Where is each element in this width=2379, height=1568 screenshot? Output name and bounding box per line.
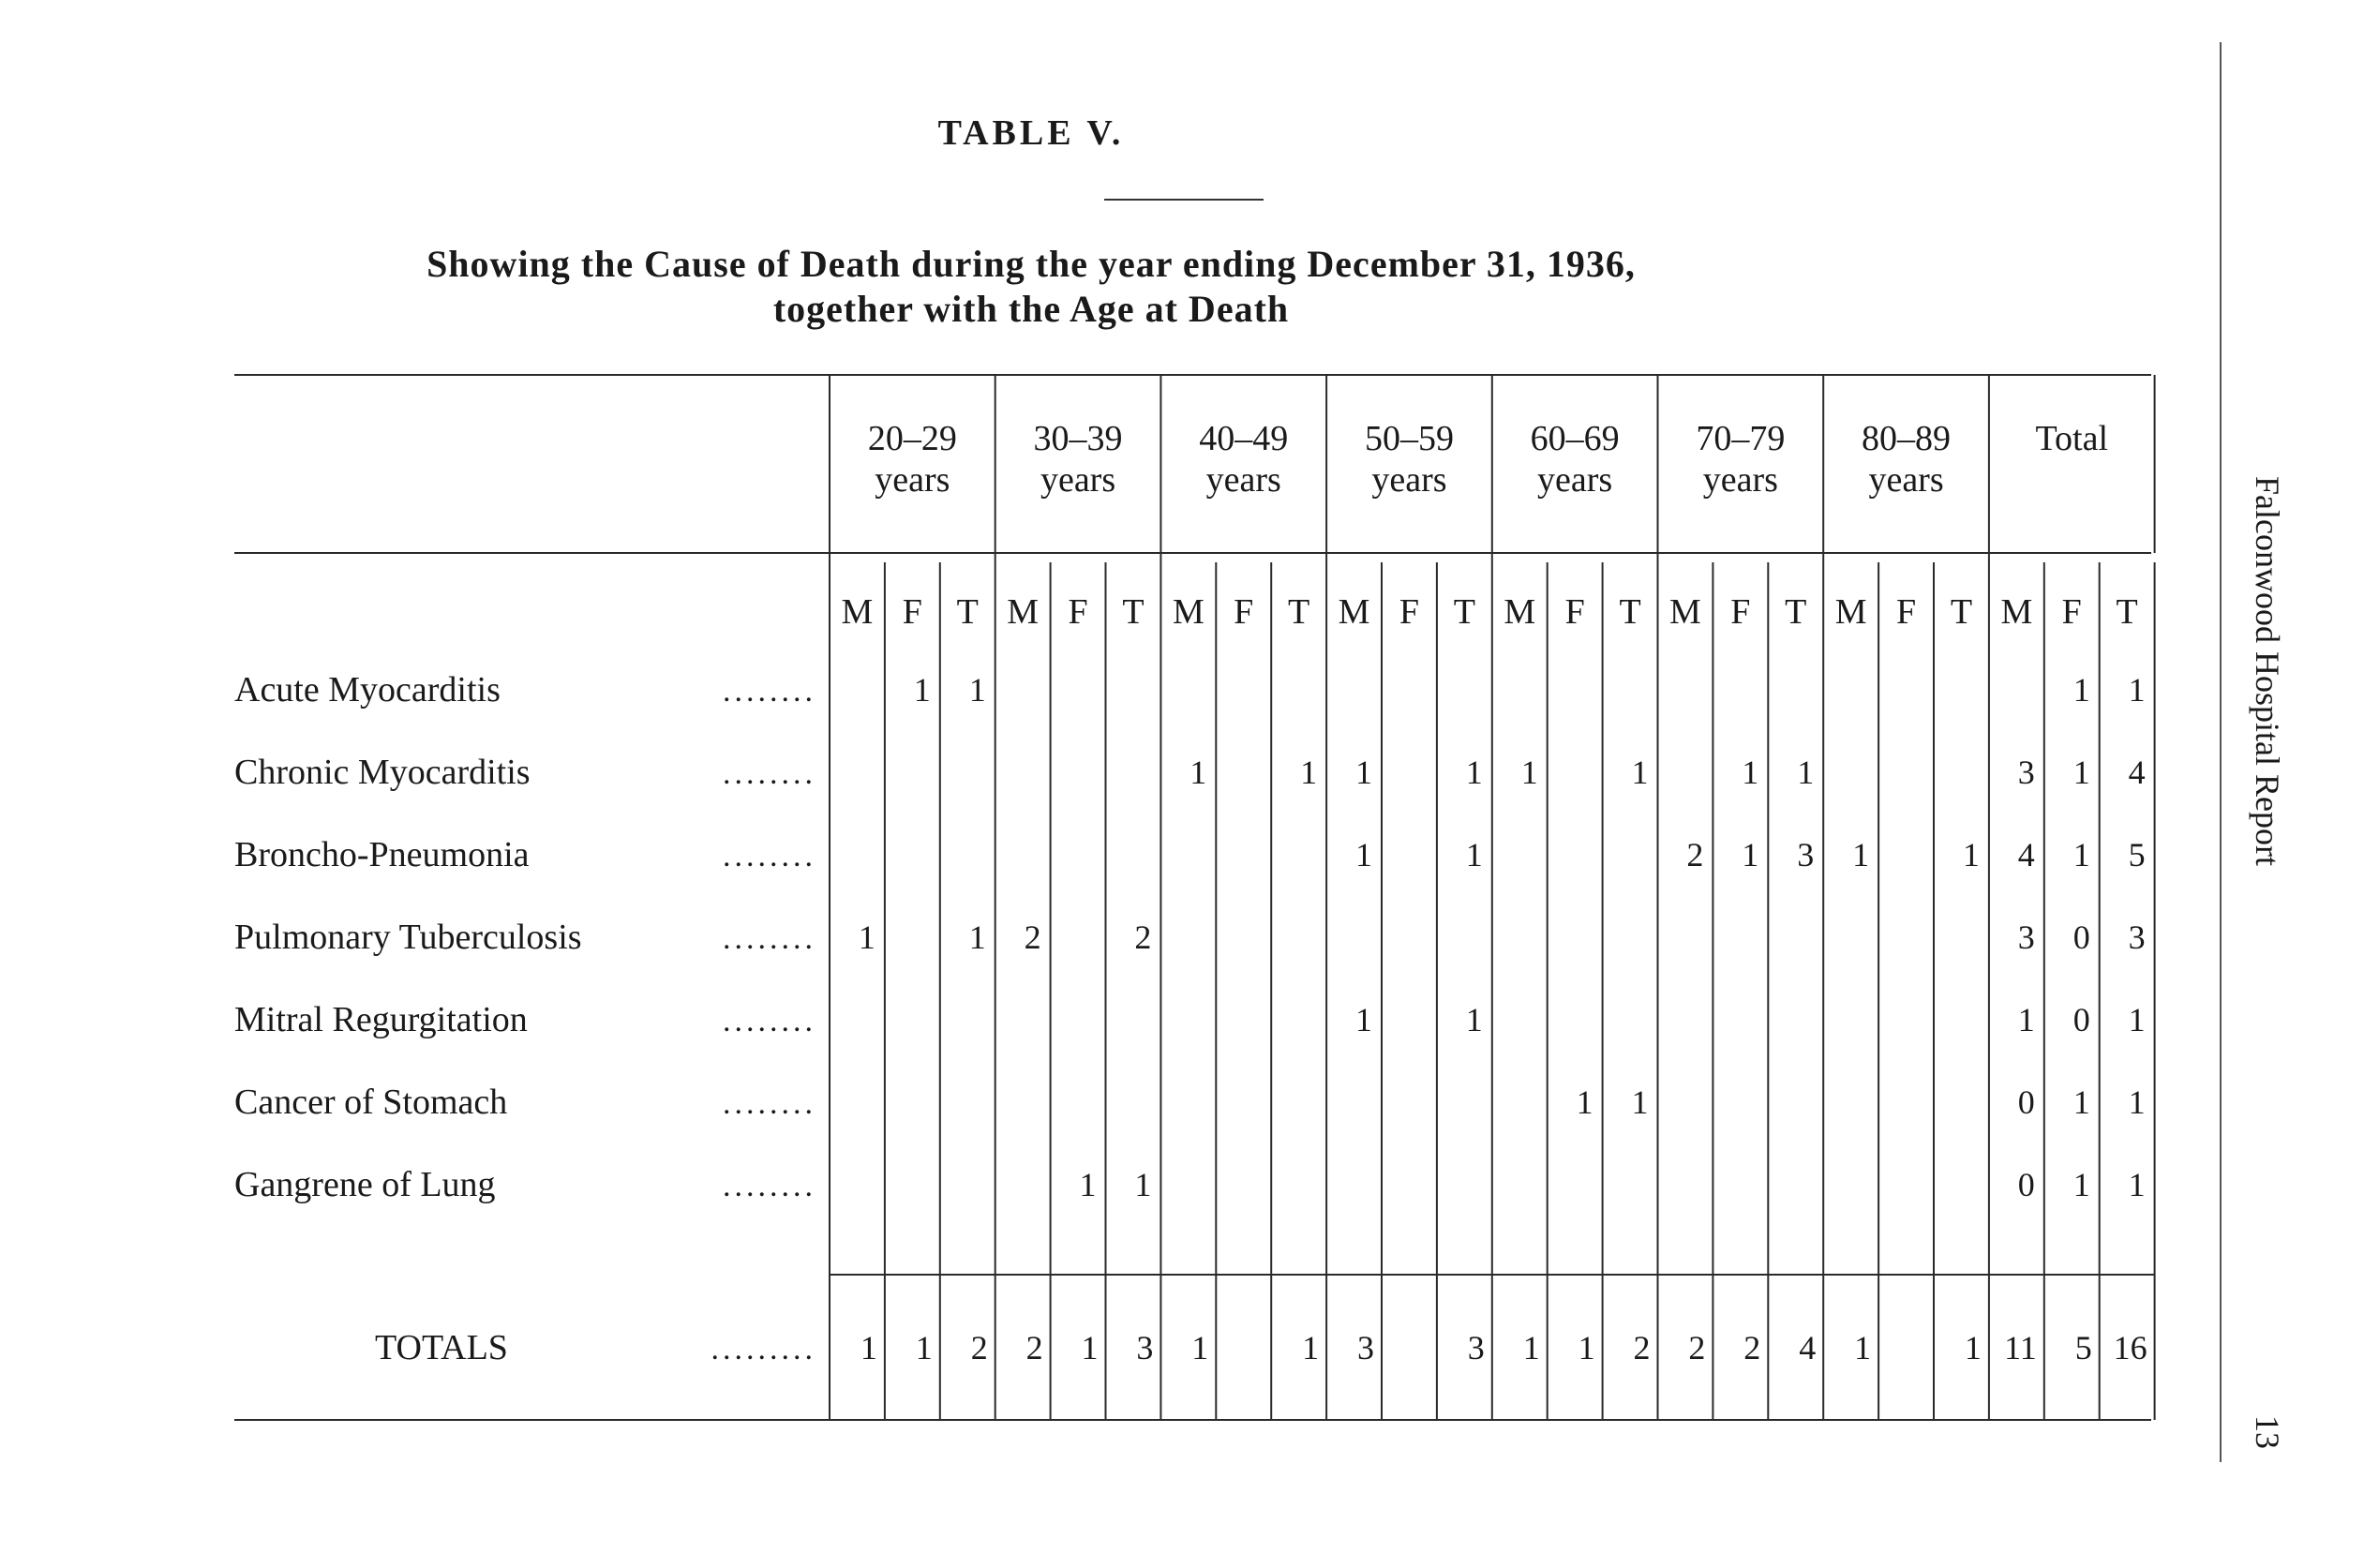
totals-cell: 2 bbox=[1688, 1329, 1706, 1366]
table-cell: 0 bbox=[2017, 1083, 2035, 1121]
sex-subheader: T bbox=[2116, 592, 2138, 632]
table-cell: 2 bbox=[1134, 918, 1152, 956]
dot-leader: ......... bbox=[711, 1332, 816, 1366]
sex-subheader: F bbox=[1564, 592, 1585, 632]
table-cell: 1 bbox=[1962, 836, 1980, 874]
table-cell: 1 bbox=[2072, 1166, 2090, 1203]
sex-subheader: F bbox=[1399, 592, 1420, 632]
totals-cell: 1 bbox=[860, 1329, 877, 1366]
sex-subheader: F bbox=[2061, 592, 2082, 632]
age-group-header-unit: years bbox=[1371, 460, 1447, 500]
totals-cell: 11 bbox=[2004, 1329, 2037, 1366]
age-group-header: 50–59 bbox=[1364, 419, 1454, 458]
totals-cell: 1 bbox=[1854, 1329, 1872, 1366]
row-label: Mitral Regurgitation bbox=[234, 1000, 528, 1039]
sex-subheader: M bbox=[1172, 592, 1204, 632]
table-cell: 1 bbox=[1797, 754, 1815, 791]
age-group-header: 80–89 bbox=[1862, 419, 1952, 458]
page-number: 13 bbox=[2249, 1415, 2286, 1449]
table-cell: 3 bbox=[2017, 754, 2035, 791]
table-cell: 0 bbox=[2072, 1001, 2090, 1038]
sex-subheader: M bbox=[841, 592, 874, 632]
age-group-header: 60–69 bbox=[1530, 419, 1620, 458]
totals-cell: 2 bbox=[1633, 1329, 1651, 1366]
sex-subheader: F bbox=[1068, 592, 1088, 632]
table-cell: 3 bbox=[1797, 836, 1815, 874]
totals-cell: 4 bbox=[1799, 1329, 1817, 1366]
dot-leader: ........ bbox=[723, 839, 816, 874]
age-group-header: Total bbox=[2035, 419, 2109, 458]
table-cell: 0 bbox=[2072, 918, 2090, 956]
table-cell: 1 bbox=[2017, 1001, 2035, 1038]
age-group-header-unit: years bbox=[1040, 460, 1116, 500]
table-cell: 1 bbox=[1300, 754, 1318, 791]
sex-subheader: F bbox=[1895, 592, 1917, 632]
table-cell: 4 bbox=[2017, 836, 2035, 874]
table-cell: 2 bbox=[1024, 918, 1041, 956]
sex-subheader: M bbox=[2000, 592, 2033, 632]
subtitle-line-2: together with the Age at Death bbox=[772, 288, 1290, 330]
table-cell: 1 bbox=[1134, 1166, 1152, 1203]
row-label: Chronic Myocarditis bbox=[234, 753, 531, 792]
sex-subheader: M bbox=[1834, 592, 1867, 632]
table-cell: 1 bbox=[2128, 1083, 2146, 1121]
age-group-header: 40–49 bbox=[1199, 419, 1289, 458]
age-group-header-unit: years bbox=[1205, 460, 1281, 500]
sex-subheader: T bbox=[956, 592, 979, 632]
table-cell: 1 bbox=[1742, 754, 1759, 791]
sex-subheader: T bbox=[1122, 592, 1145, 632]
table-cell: 3 bbox=[2128, 918, 2146, 956]
totals-cell: 1 bbox=[1522, 1329, 1540, 1366]
table-cell: 1 bbox=[913, 671, 931, 709]
table-cell: 1 bbox=[1631, 1083, 1649, 1121]
table-cell: 1 bbox=[1355, 754, 1372, 791]
sex-subheader: M bbox=[1669, 592, 1701, 632]
subtitle-line-1: Showing the Cause of Death during the year ending December 31, 1936, bbox=[426, 243, 1636, 285]
table-cell: 1 bbox=[1355, 1001, 1372, 1038]
table-cell: 2 bbox=[1686, 836, 1704, 874]
age-group-header-unit: years bbox=[1537, 460, 1613, 500]
totals-cell: 1 bbox=[1081, 1329, 1099, 1366]
totals-cell: 1 bbox=[1302, 1329, 1320, 1366]
row-label: Cancer of Stomach bbox=[234, 1083, 508, 1122]
table-cell: 1 bbox=[1465, 1001, 1483, 1038]
totals-cell: 5 bbox=[2074, 1329, 2092, 1366]
totals-cell: 3 bbox=[1467, 1329, 1485, 1366]
dot-leader: ........ bbox=[723, 921, 816, 956]
table-cell: 1 bbox=[1465, 754, 1483, 791]
totals-cell: 1 bbox=[915, 1329, 933, 1366]
totals-cell: 3 bbox=[1136, 1329, 1154, 1366]
age-group-header-unit: years bbox=[875, 460, 950, 500]
sex-subheader: F bbox=[1730, 592, 1751, 632]
row-label: Acute Myocarditis bbox=[234, 670, 501, 709]
age-group-header-unit: years bbox=[1702, 460, 1778, 500]
table-cell: 1 bbox=[968, 918, 986, 956]
table-cell: 5 bbox=[2128, 836, 2146, 874]
age-group-header: 70–79 bbox=[1696, 419, 1786, 458]
sex-subheader: T bbox=[1619, 592, 1641, 632]
dot-leader: ........ bbox=[723, 1086, 816, 1121]
row-label: Gangrene of Lung bbox=[234, 1165, 496, 1204]
table-cell: 1 bbox=[2072, 1083, 2090, 1121]
table-cell: 1 bbox=[2072, 671, 2090, 709]
age-group-header: 30–39 bbox=[1033, 419, 1123, 458]
table-cell: 4 bbox=[2128, 754, 2146, 791]
totals-label: TOTALS bbox=[375, 1328, 508, 1367]
sex-subheader: F bbox=[902, 592, 922, 632]
table-cell: 1 bbox=[2128, 1166, 2146, 1203]
table-cell: 1 bbox=[2128, 1001, 2146, 1038]
dot-leader: ........ bbox=[723, 1169, 816, 1203]
table-cell: 1 bbox=[2072, 836, 2090, 874]
dot-leader: ........ bbox=[723, 674, 816, 709]
table-title: TABLE V. bbox=[937, 113, 1125, 153]
table-cell: 1 bbox=[1190, 754, 1207, 791]
table-cell: 1 bbox=[2072, 754, 2090, 791]
totals-cell: 2 bbox=[1743, 1329, 1761, 1366]
sex-subheader: F bbox=[1234, 592, 1254, 632]
age-group-header-unit: years bbox=[1868, 460, 1944, 500]
row-label: Pulmonary Tuberculosis bbox=[234, 918, 582, 957]
age-group-header: 20–29 bbox=[867, 419, 957, 458]
dot-leader: ........ bbox=[723, 1004, 816, 1038]
table-cell: 1 bbox=[1079, 1166, 1097, 1203]
table-cell: 1 bbox=[2128, 671, 2146, 709]
sex-subheader: T bbox=[1950, 592, 1973, 632]
totals-cell: 1 bbox=[1191, 1329, 1209, 1366]
sex-subheader: T bbox=[1453, 592, 1475, 632]
table-cell: 1 bbox=[1520, 754, 1538, 791]
table-cell: 3 bbox=[2017, 918, 2035, 956]
sex-subheader: M bbox=[1338, 592, 1370, 632]
table-cell: 1 bbox=[1742, 836, 1759, 874]
table-cell: 1 bbox=[1631, 754, 1649, 791]
totals-cell: 1 bbox=[1578, 1329, 1595, 1366]
table-cell: 1 bbox=[1355, 836, 1372, 874]
totals-cell: 2 bbox=[1025, 1329, 1043, 1366]
dot-leader: ........ bbox=[723, 756, 816, 791]
running-title: Falconwood Hospital Report bbox=[2249, 476, 2286, 866]
row-label: Broncho-Pneumonia bbox=[234, 835, 530, 874]
totals-cell: 3 bbox=[1357, 1329, 1374, 1366]
table-cell: 0 bbox=[2017, 1166, 2035, 1203]
sex-subheader: T bbox=[1785, 592, 1807, 632]
table-cell: 1 bbox=[1465, 836, 1483, 874]
table-cell: 1 bbox=[1852, 836, 1870, 874]
sex-subheader: T bbox=[1288, 592, 1310, 632]
table-cell: 1 bbox=[1576, 1083, 1593, 1121]
sex-subheader: M bbox=[1007, 592, 1040, 632]
totals-cell: 16 bbox=[2113, 1329, 2147, 1366]
totals-cell: 2 bbox=[970, 1329, 988, 1366]
sex-subheader: M bbox=[1504, 592, 1536, 632]
table-cell: 1 bbox=[968, 671, 986, 709]
totals-cell: 1 bbox=[1964, 1329, 1982, 1366]
table-cell: 1 bbox=[858, 918, 875, 956]
